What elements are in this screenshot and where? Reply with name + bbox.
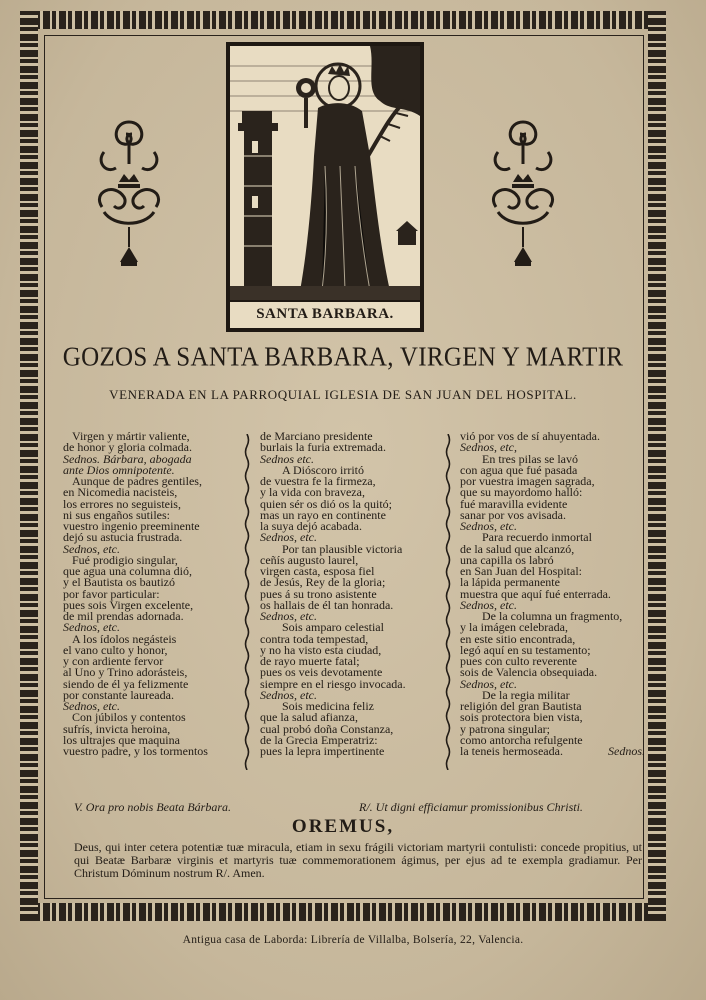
- verse-line: religión del gran Bautista: [460, 699, 582, 713]
- border-top: [20, 11, 666, 29]
- verse-line: ni sus engaños sutiles:: [63, 507, 170, 522]
- hymn-column-1: [63, 431, 238, 757]
- verse-line: Sednos, etc.: [63, 541, 120, 556]
- verse-line: vuestro ingenio preeminente: [63, 519, 200, 533]
- verse-line: Sednos, etc.: [260, 609, 317, 623]
- verse-line: mas un rayo en continente: [260, 507, 386, 522]
- verse-line: y no ha visto esta ciudad,: [260, 642, 382, 657]
- verse-line: os hallais de él tan honrada.: [260, 597, 394, 612]
- verse-line: legó aquí en su testamento;: [460, 642, 591, 657]
- verse-line: Sois amparo celestial: [282, 620, 384, 635]
- saint-barbara-woodcut: [226, 42, 424, 332]
- verse-line: que la salud afianza,: [260, 710, 358, 725]
- verse-line: la lápida permanente: [460, 575, 560, 590]
- verse-line: fué maravilla evidente: [460, 496, 568, 511]
- verse-line: Sednos, etc.: [260, 530, 317, 545]
- verse-line: de honor y gloria colmada.: [63, 440, 192, 455]
- verse-line: ceñís augusto laurel,: [260, 552, 359, 567]
- verse-line: la suya dejó acabada.: [260, 519, 362, 533]
- verse-line: De la regia militar: [482, 687, 570, 702]
- verse-line: sufrís, invicta heroina,: [63, 721, 171, 736]
- verse-line: virgen casta, esposa fiel: [260, 564, 375, 578]
- verse-line: Sednos. Bárbara, abogada: [63, 451, 192, 466]
- border-right: [648, 11, 666, 921]
- verse-line: de la Grecia Emperatriz:: [260, 732, 378, 747]
- verse-line: Aunque de padres gentiles,: [72, 474, 202, 488]
- verse-line: sanar por vos avisada.: [460, 507, 566, 522]
- verse-line: el vano culto y honor,: [63, 642, 168, 657]
- verse-line: que su mayordomo halló:: [460, 485, 583, 500]
- verse-line: Sednos, etc.: [260, 687, 317, 702]
- verse-line: de Jesús, Rey de la gloria;: [260, 575, 386, 590]
- verse-line: una capilla os labró: [460, 552, 554, 567]
- verse-line: y la vida con braveza,: [260, 485, 365, 500]
- verse-line: y el Bautista os bautizó: [63, 575, 175, 590]
- verse-line: la teneis hermoseada. Sednos.: [460, 744, 645, 758]
- border-left: [20, 11, 38, 921]
- verse-line: sois de Valencia obsequiada.: [460, 665, 598, 680]
- verse-line: cual probó doña Constanza,: [260, 721, 394, 736]
- verse-line: de Marciano presidente: [260, 429, 373, 443]
- verse-line: en este sitio encontrada,: [460, 631, 576, 646]
- verse-line: por constante laureada.: [63, 687, 174, 702]
- response-line: R/. Ut digni efficiamur promissionibus Christi.: [359, 800, 583, 814]
- verse-line: Virgen y mártir valiente,: [72, 429, 190, 443]
- verse-line: al Uno y Trino adorásteis,: [63, 665, 188, 680]
- verse-line: de vuestra fe la firmeza,: [260, 474, 376, 488]
- verse-line: en Nicomedia nacisteis,: [63, 485, 178, 500]
- hymn-column-3: [460, 431, 645, 757]
- verse-line: Sednos, etc.: [63, 699, 120, 713]
- verse-line: Por tan plausible victoria: [282, 541, 403, 556]
- verse-line: Sednos, etc.: [63, 620, 120, 635]
- oremus-heading: OREMUS,: [291, 816, 395, 837]
- verse-line: vuestro padre, y los tormentos: [63, 744, 208, 758]
- printer-imprint: Antigua casa de Laborda: Librería de Villalba, Bolsería, 22, Valencia.: [182, 934, 524, 946]
- verse-line: ante Dios omnipotente.: [63, 462, 175, 477]
- verse-line: por vuestra imagen sagrada,: [460, 474, 595, 488]
- verse-line: pues la lepra impertinente: [260, 744, 385, 758]
- verse-line: contra toda tempestad,: [260, 631, 369, 646]
- verse-line: y la imágen celebrada,: [460, 620, 568, 635]
- verse-line: y patrona singular;: [460, 721, 550, 736]
- verse-line: sois protectora bien vista,: [460, 710, 583, 725]
- verse-line: A los ídolos negásteis: [72, 631, 177, 646]
- prayer-text: Deus, qui inter cetera potentiæ tuæ miracula, etiam in sexu frágili victoriam martyrii contulisti: concede propitius, ut qui Beatæ Barbaræ virginis et martyris tuæ commemorationem ágimus, per ejus ad te exempla gradiamur. Per Christum Dóminum nostrum R/. Amen.: [74, 840, 642, 880]
- fleuron-ornament-left: [94, 112, 164, 277]
- verse-line: Sednos etc.: [260, 451, 314, 466]
- verse-line: por favor particular:: [63, 586, 160, 601]
- border-bottom: [20, 903, 666, 921]
- verse-line: burlais la furia extremada.: [260, 440, 386, 455]
- fleuron-ornament-right: [488, 112, 558, 277]
- verse-line: vió por vos de sí ahuyentada.: [460, 429, 600, 443]
- verse-line: Sednos, etc,: [460, 440, 517, 455]
- verse-line: quien sér os dió os la quitó;: [260, 496, 392, 511]
- verse-line: pues sois Virgen excelente,: [63, 597, 194, 612]
- column-separator-right: [445, 434, 451, 770]
- page-title: GOZOS A SANTA BARBARA, VIRGEN Y MARTIR: [62, 342, 624, 373]
- versicle-line: V. Ora pro nobis Beata Bárbara.: [74, 800, 232, 814]
- verse-line: dejó su astucia frustrada.: [63, 530, 183, 545]
- verse-line: con agua que fué pasada: [460, 462, 578, 477]
- verse-line: en San Juan del Hospital:: [460, 564, 582, 578]
- refrain-marker: Sednos.: [608, 744, 645, 758]
- verse-line: pues á su trono asistente: [260, 586, 377, 601]
- verse-line: Sednos, etc.: [460, 519, 517, 533]
- verse-line: de la salud que alcanzó,: [460, 541, 575, 556]
- verse-line: los ultrajes que maquina: [63, 732, 180, 747]
- verse-line: siempre en el riesgo invocada.: [260, 676, 406, 691]
- verse-line: como antorcha refulgente: [460, 732, 583, 747]
- page-subtitle: VENERADA EN LA PARROQUIAL IGLESIA DE SAN JUAN DEL HOSPITAL.: [109, 387, 577, 402]
- verse-line: pues con culto reverente: [460, 654, 577, 668]
- verse-line: de rayo muerte fatal;: [260, 654, 360, 668]
- verse-line: los errores no seguisteis,: [63, 496, 181, 511]
- image-caption: SANTA BARBARA.: [230, 300, 420, 328]
- verse-line: Sednos, etc.: [460, 676, 517, 691]
- verse-line: Sois medicina feliz: [282, 699, 374, 713]
- verse-line: muestra que aquí fué enterrada.: [460, 586, 611, 601]
- verse-line: pues os veis devotamente: [260, 665, 383, 680]
- verse-line: En tres pilas se lavó: [482, 451, 578, 466]
- verse-line: Con júbilos y contentos: [72, 710, 186, 725]
- verse-line: que agua una columna dió,: [63, 564, 192, 578]
- column-separator-left: [244, 434, 250, 770]
- verse-line: siendo de él ya felizmente: [63, 676, 189, 691]
- verse-line: De la columna un fragmento,: [482, 609, 623, 623]
- woodcut-illustration: [230, 46, 420, 304]
- verse-line: Sednos, etc.: [460, 597, 517, 612]
- verse-line: y con ardiente fervor: [63, 654, 164, 668]
- verse-line: Fué prodigio singular,: [72, 552, 178, 567]
- verse-line: A Dióscoro irritó: [282, 462, 364, 477]
- hymn-column-2: [260, 431, 440, 757]
- verse-line: Para recuerdo inmortal: [482, 530, 592, 545]
- verse-line: de mil prendas adornada.: [63, 609, 184, 623]
